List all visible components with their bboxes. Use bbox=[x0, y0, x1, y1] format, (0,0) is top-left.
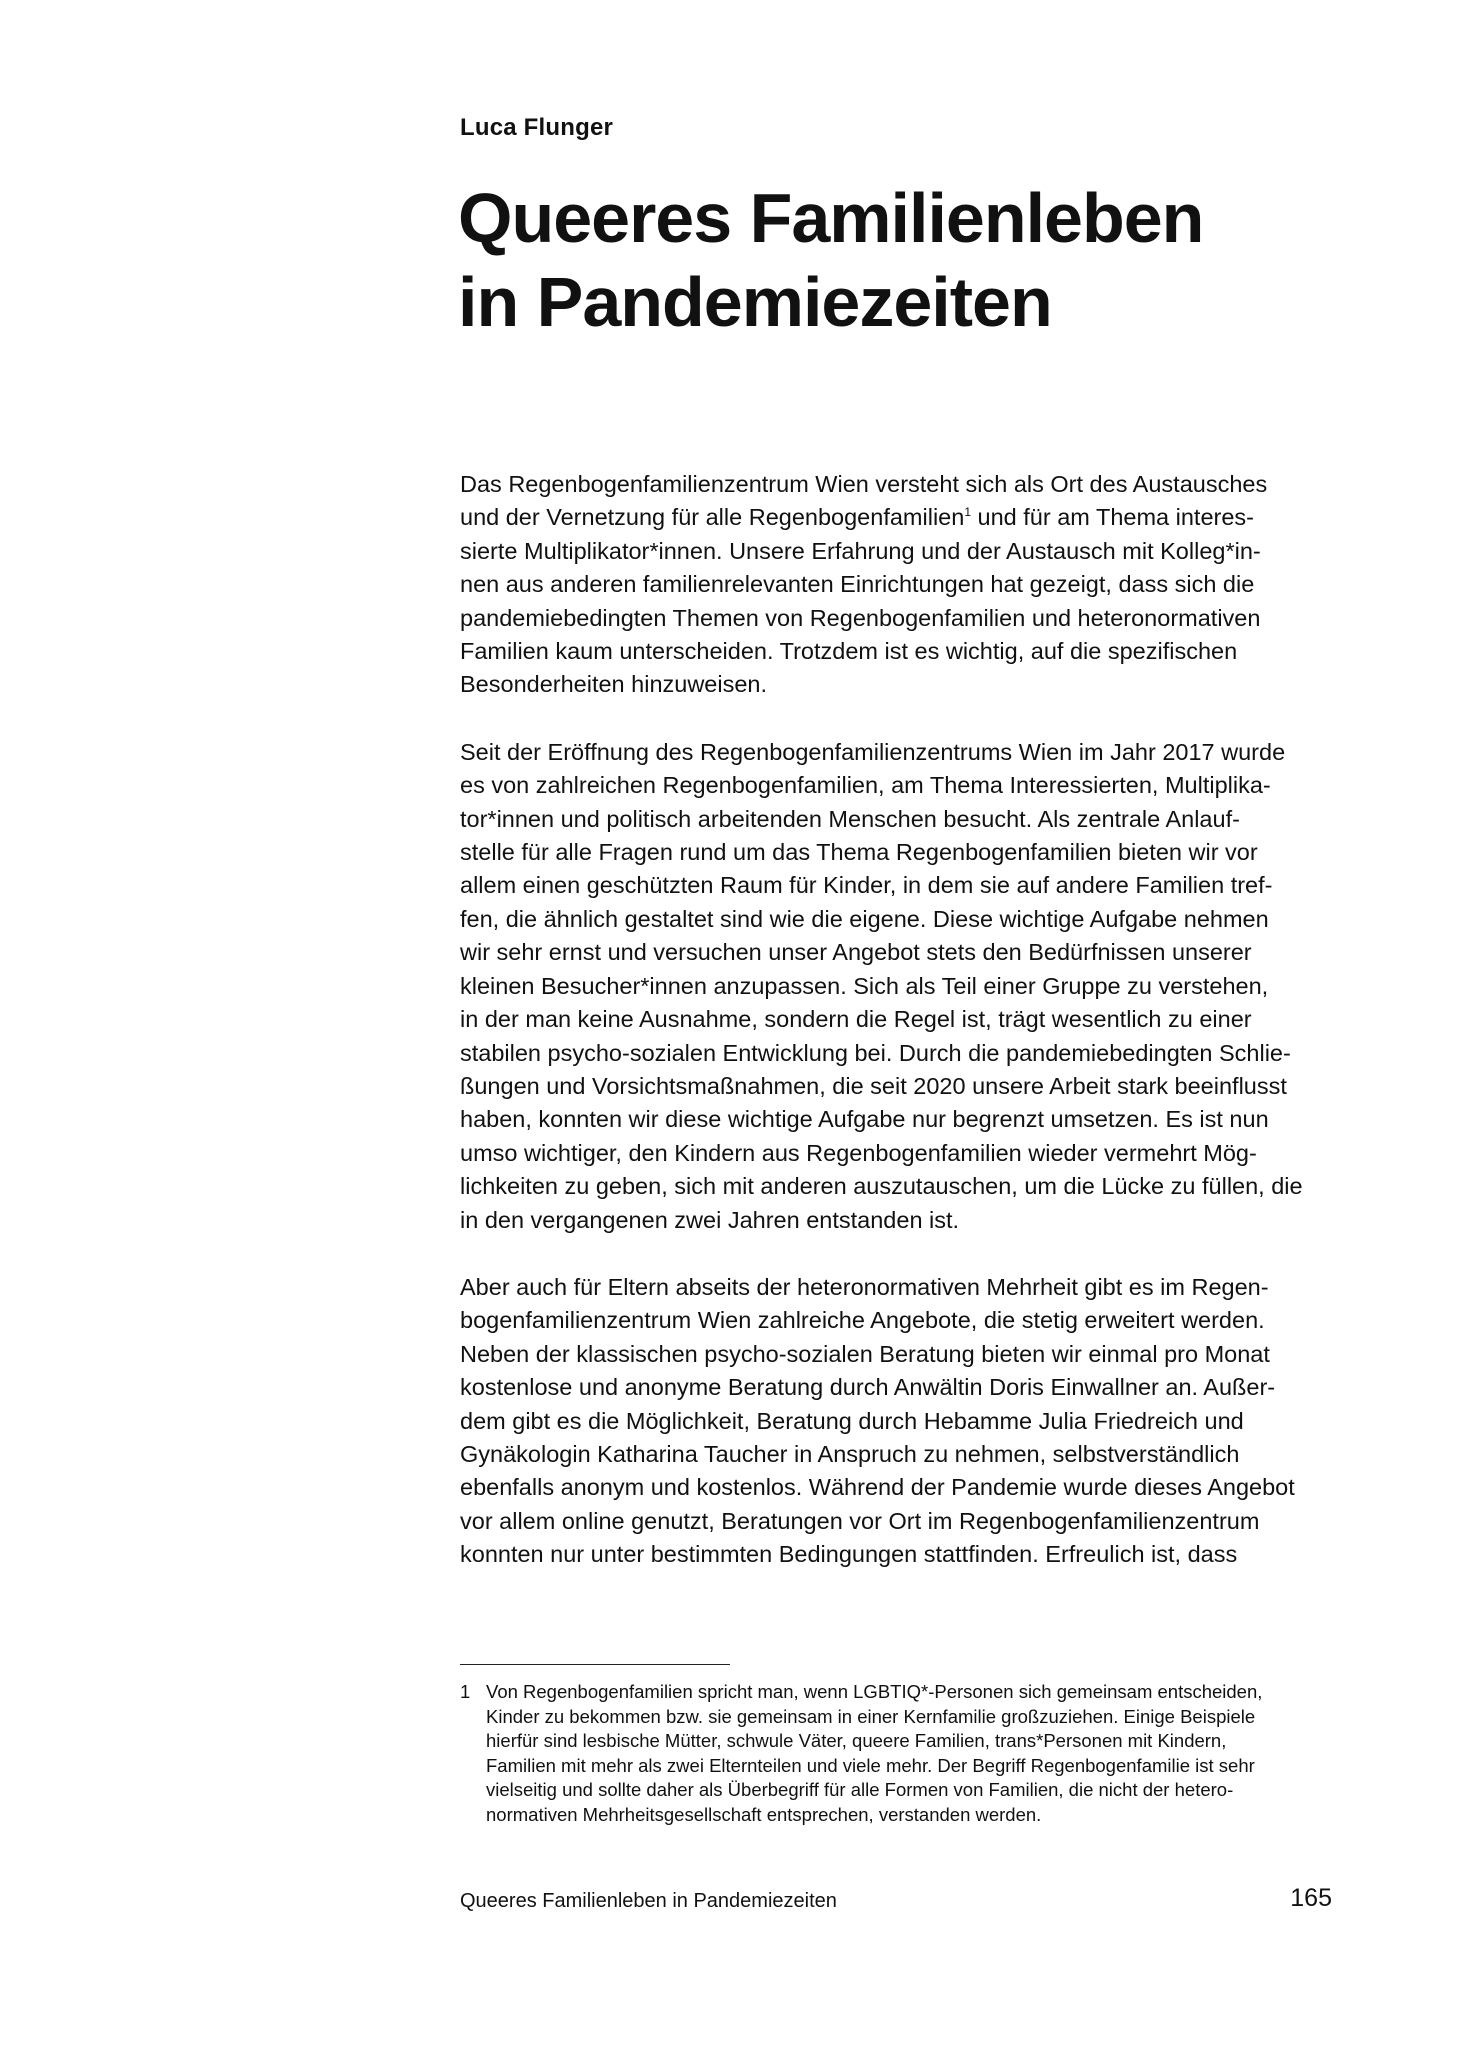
author-name: Luca Flunger bbox=[460, 114, 614, 141]
footnote-line: hierfür sind lesbische Mütter, schwule Väter, queere Familien, trans*Personen mit Kindern, bbox=[486, 1730, 1227, 1751]
footnote-line: normativen Mehrheitsgesellschaft entsprechen, verstanden werden. bbox=[486, 1803, 1042, 1825]
text-line: fen, die ähnlich gestaltet sind wie die eigene. Diese wichtige Aufgabe nehmen bbox=[460, 905, 1269, 932]
text-line: sierte Multiplikator*innen. Unsere Erfahrung und der Austausch mit Kolleg*in- bbox=[460, 537, 1261, 564]
title-line: Queeres Familienleben bbox=[458, 179, 1204, 257]
text-line: in der man keine Ausnahme, sondern die Regel ist, trägt wesentlich zu einer bbox=[460, 1006, 1252, 1033]
text-line: vor allem online genutzt, Beratungen vor Ort im Regenbogenfamilienzentrum bbox=[460, 1507, 1260, 1534]
text-line: tor*innen und politisch arbeitenden Menschen besucht. Als zentrale Anlauf- bbox=[460, 805, 1240, 832]
text-line: wir sehr ernst und versuchen unser Angebot stets den Bedürfnissen unserer bbox=[460, 939, 1252, 966]
footnote-line: Von Regenbogenfamilien spricht man, wenn LGBTIQ*-Personen sich gemeinsam entscheiden, bbox=[486, 1681, 1263, 1702]
text-line bbox=[460, 501, 1340, 534]
text-line: kostenlose und anonyme Beratung durch Anwältin Doris Einwallner an. Außer- bbox=[460, 1374, 1276, 1401]
text-line: Familien kaum unterscheiden. Trotzdem ist es wichtig, auf die spezifischen bbox=[460, 638, 1238, 665]
text-line: Gynäkologin Katharina Taucher in Anspruch zu nehmen, selbstverständlich bbox=[460, 1440, 1240, 1467]
text-line: allem einen geschützten Raum für Kinder, in dem sie auf andere Familien tref- bbox=[460, 872, 1273, 899]
text-segment: und für am Thema interes- bbox=[971, 504, 1254, 531]
text-line: Seit der Eröffnung des Regenbogenfamilienzentrums Wien im Jahr 2017 wurde bbox=[460, 738, 1286, 765]
text-line: Das Regenbogenfamilienzentrum Wien versteht sich als Ort des Austausches bbox=[460, 471, 1268, 497]
text-line: Aber auch für Eltern abseits der heteronormativen Mehrheit gibt es im Regen- bbox=[460, 1273, 1269, 1300]
title-line: in Pandemiezeiten bbox=[458, 263, 1052, 341]
paragraph-1 bbox=[460, 468, 1340, 702]
article-body bbox=[460, 468, 1340, 1606]
text-line: nen aus anderen familienrelevanten Einrichtungen hat gezeigt, dass sich die bbox=[460, 571, 1255, 598]
text-line: in den vergangenen zwei Jahren entstanden ist. bbox=[460, 1206, 960, 1233]
page-number: 165 bbox=[1290, 1884, 1332, 1912]
text-line: pandemiebedingten Themen von Regenbogenfamilien und heteronormativen bbox=[460, 604, 1261, 631]
footnote-reference[interactable]: 1 bbox=[964, 505, 971, 520]
text-line: haben, konnten wir diese wichtige Aufgabe nur begrenzt umsetzen. Es ist nun bbox=[460, 1106, 1269, 1133]
text-line: lichkeiten zu geben, sich mit anderen auszutauschen, um die Lücke zu füllen, die bbox=[460, 1173, 1303, 1200]
text-line: ebenfalls anonym und kostenlos. Während der Pandemie wurde dieses Angebot bbox=[460, 1474, 1295, 1501]
text-line: kleinen Besucher*innen anzupassen. Sich als Teil einer Gruppe zu verstehen, bbox=[460, 972, 1269, 999]
page-title bbox=[458, 176, 1358, 344]
footnote-divider bbox=[460, 1664, 730, 1665]
footnote-number: 1 bbox=[460, 1681, 471, 1702]
paragraph-2 bbox=[460, 736, 1340, 1237]
text-line: dem gibt es die Möglichkeit, Beratung durch Hebamme Julia Friedreich und bbox=[460, 1407, 1244, 1434]
text-line: Besonderheiten hinzuweisen. bbox=[460, 671, 768, 698]
footnote-line: Familien mit mehr als zwei Elternteilen und viele mehr. Der Begriff Regenbogenfamilie ist sehr bbox=[486, 1754, 1255, 1776]
text-line: stelle für alle Fragen rund um das Thema Regenbogenfamilien bieten wir vor bbox=[460, 839, 1258, 866]
paragraph-3 bbox=[460, 1271, 1340, 1572]
text-line: es von zahlreichen Regenbogenfamilien, am Thema Interessierten, Multiplika- bbox=[460, 772, 1271, 799]
running-footer-title: Queeres Familienleben in Pandemiezeiten bbox=[460, 1890, 837, 1912]
footnote-line: vielseitig und sollte daher als Überbegriff für alle Formen von Familien, die nicht der hetero- bbox=[486, 1779, 1234, 1800]
text-line: umso wichtiger, den Kindern aus Regenbogenfamilien wieder vermehrt Mög- bbox=[460, 1139, 1257, 1166]
text-segment: und der Vernetzung für alle Regenbogenfamilien bbox=[460, 504, 965, 531]
footnote-line: Kinder zu bekommen bzw. sie gemeinsam in einer Kernfamilie großzuziehen. Einige Beispiele bbox=[486, 1705, 1256, 1727]
text-line: stabilen psycho-sozialen Entwicklung bei. Durch die pandemiebedingten Schlie- bbox=[460, 1039, 1291, 1066]
text-line: konnten nur unter bestimmten Bedingungen stattfinden. Erfreulich ist, dass bbox=[460, 1541, 1238, 1568]
text-line: bogenfamilienzentrum Wien zahlreiche Angebote, die stetig erweitert werden. bbox=[460, 1307, 1265, 1334]
text-line: ßungen und Vorsichtsmaßnahmen, die seit 2020 unsere Arbeit stark beeinflusst bbox=[460, 1072, 1287, 1099]
text-line: Neben der klassischen psycho-sozialen Beratung bieten wir einmal pro Monat bbox=[460, 1340, 1270, 1367]
footnote-text bbox=[486, 1680, 1262, 1827]
